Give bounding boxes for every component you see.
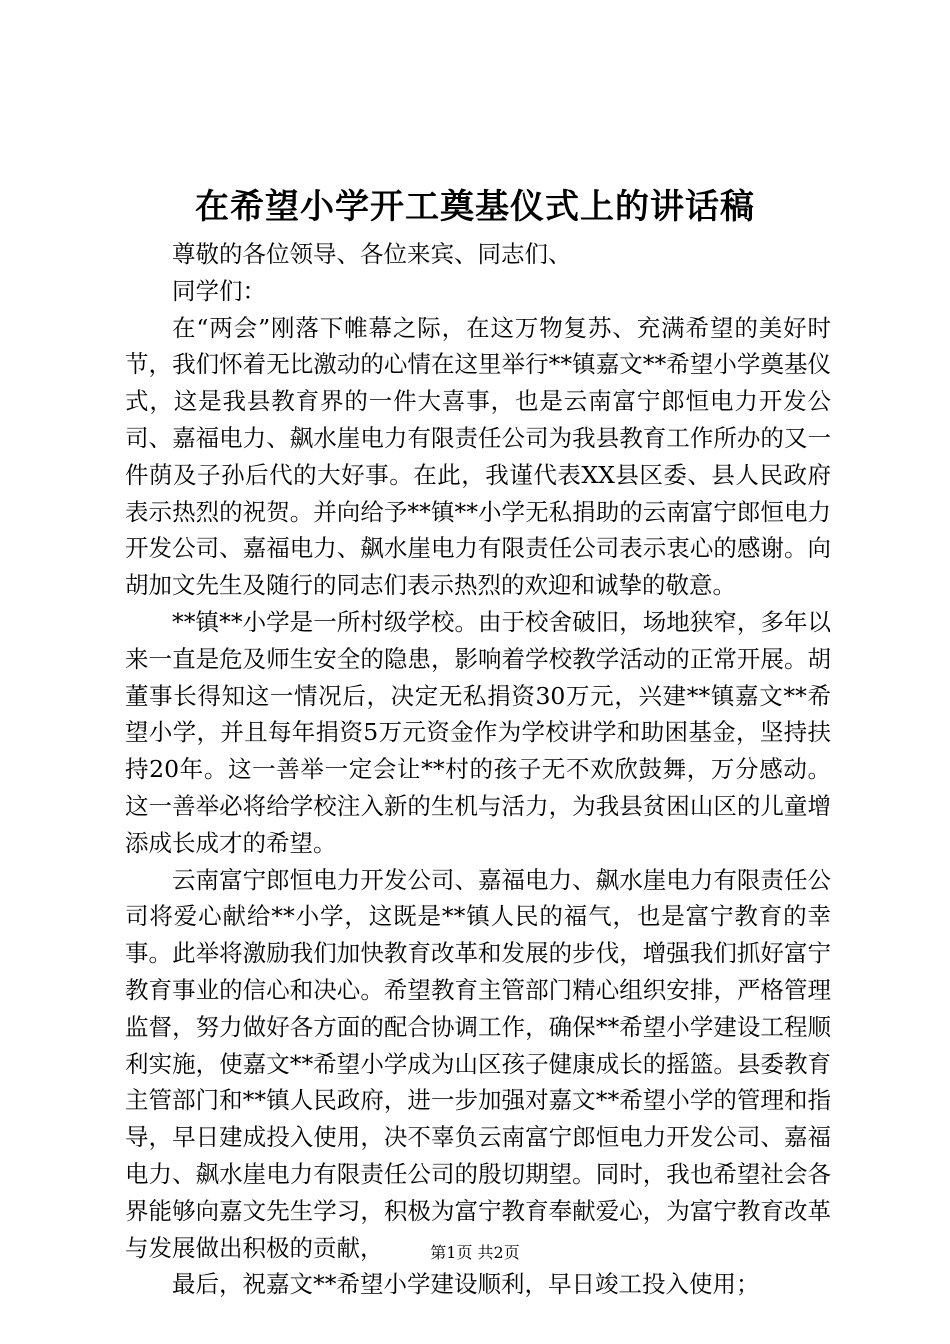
salutation-line-1: 尊敬的各位领导、各位来宾、同志们、 xyxy=(172,240,572,268)
paragraph-3: 云南富宁郎恒电力开发公司、嘉福电力、飙水崖电力有限责任公司将爱心献给**小学，这既是**镇人民的福气，也是富宁教育的幸事。此举将激励我们加快教育改革和发展的步伐，增强我们抓好富宁教育事业的信心和决心。希望教育主管部门精心组织安排，严格管理监督，努力做好各方面的配合协调工作，确保**希望小学建设工程顺利实施，使嘉文**希望小学成为山区孩子健康成长的摇篮。县委教育主管部门和**镇人民政府，进一步加强对嘉文**希望小学的管理和指导，早日建成投入使用，决不辜负云南富宁郎恒电力开发公司、嘉福电力、飙水崖电力有限责任公司的殷切期望。同时，我也希望社会各界能够向嘉文先生学习，积极为富宁教育奉献爱心，为富宁教育改革与发展做出积极的贡献， xyxy=(125,865,831,1262)
paragraph-2: **镇**小学是一所村级学校。由于校舍破旧，场地狭窄，多年以来一直是危及师生安全的隐患，影响着学校教学活动的正常开展。胡董事长得知这一情况后，决定无私捐资30万元，兴建**镇嘉文**希望小学，并且每年捐资5万元资金作为学校讲学和助困基金，坚持扶持20年。这一善举一定会让**村的孩子无不欢欣鼓舞，万分感动。这一善举必将给学校注入新的生机与活力，为我县贫困山区的儿童增添成长成才的希望。 xyxy=(125,607,831,857)
page-number-footer: 第1页 共2页 xyxy=(430,1243,520,1262)
salutation-line-2: 同学们： xyxy=(172,276,266,305)
document-body xyxy=(125,236,831,1303)
paragraph-4: 最后，祝嘉文**希望小学建设顺利，早日竣工投入使用； xyxy=(172,1270,760,1299)
paragraph-1: 在“两会”刚落下帷幕之际，在这万物复苏、充满希望的美好时节，我们怀着无比激动的心情在这里举行**镇嘉文**希望小学奠基仪式，这是我县教育界的一件大喜事，也是云南富宁郎恒电力开发公司、嘉福电力、飙水崖电力有限责任公司为我县教育工作所办的又一件荫及子孙后代的大好事。在此，我谨代表XX县区委、县人民政府表示热烈的祝贺。并向给予**镇**小学无私捐助的云南富宁郎恒电力开发公司、嘉福电力、飙水崖电力有限责任公司表示衷心的感谢。向胡加文先生及随行的同志们表示热烈的欢迎和诚挚的敬意。 xyxy=(125,313,831,600)
document-title: 在希望小学开工奠基仪式上的讲话稿 xyxy=(195,187,755,227)
